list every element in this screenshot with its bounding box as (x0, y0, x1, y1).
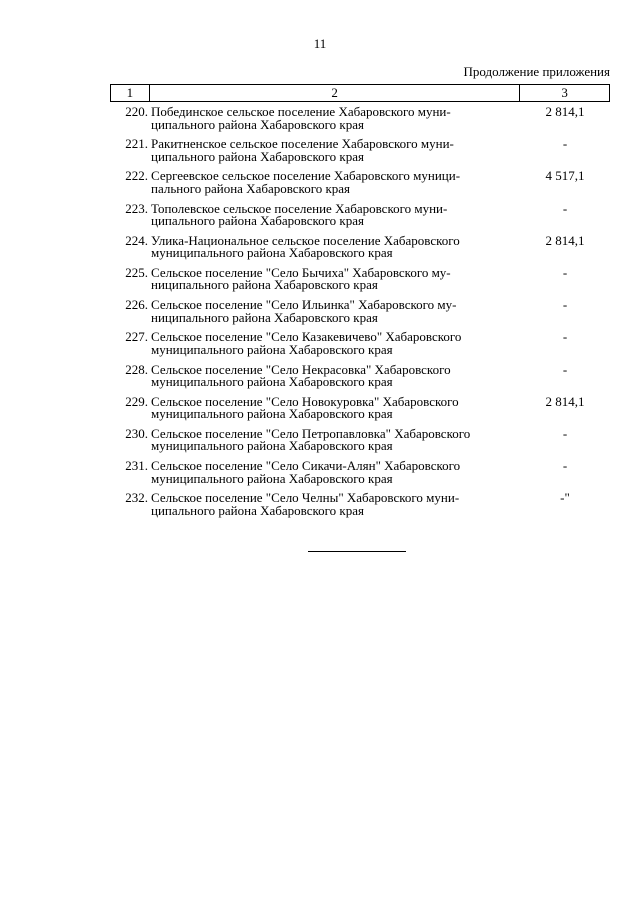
row-value: -" (560, 490, 570, 506)
settlement-name-line: Улика-Национальное сельское поселение Хабаровского (151, 232, 460, 248)
settlement-name-line: Побединское сельское поселение Хабаровского муни- (151, 104, 451, 119)
settlement-name (151, 170, 521, 195)
settlement-name-line: пального района Хабаровского края (151, 180, 351, 196)
settlement-name (151, 460, 521, 485)
row-number: 227. (125, 329, 148, 345)
row-number: 228. (125, 361, 148, 377)
row-number: 226. (125, 297, 148, 313)
row-value: - (562, 264, 568, 280)
settlement-name-line: Сельское поселение "Село Казакевичево" Хабаровского (151, 329, 462, 345)
column-header-table (110, 84, 610, 102)
settlement-name-line: ниципального района Хабаровского края (151, 309, 378, 325)
settlement-name (151, 264, 521, 293)
row-number: 223. (125, 200, 148, 216)
settlement-name (151, 299, 521, 324)
column-header-3: 3 (520, 85, 610, 102)
end-divider (308, 551, 406, 552)
settlement-name (151, 361, 521, 389)
settlement-name-line: ципального района Хабаровского края (151, 148, 364, 164)
settlement-name (151, 393, 521, 422)
row-number: 229. (125, 393, 148, 409)
table-body (110, 106, 610, 524)
table-row (110, 361, 610, 396)
settlement-name-line: муниципального района Хабаровского края (151, 374, 393, 389)
column-header-1: 1 (111, 85, 150, 102)
row-number: 232. (125, 490, 148, 506)
row-number: 220. (125, 104, 148, 119)
settlement-name-line: Сельское поселение "Село Челны" Хабаровского муни- (151, 490, 460, 506)
settlement-name (151, 331, 521, 356)
row-number: 231. (125, 458, 148, 474)
table-row (110, 460, 610, 492)
settlement-name (151, 138, 521, 163)
settlement-name-line: муниципального района Хабаровского края (151, 438, 393, 454)
table-row (110, 232, 610, 267)
settlement-name-line: ципального района Хабаровского края (151, 502, 364, 518)
row-number: 230. (125, 425, 148, 441)
settlement-name-line: Сельское поселение "Село Ильинка" Хабаровского му- (151, 297, 457, 313)
row-value: 2 814,1 (545, 104, 585, 119)
settlement-name (151, 200, 521, 229)
settlement-name (151, 492, 521, 517)
row-value: - (562, 425, 568, 441)
table-row (110, 138, 610, 170)
settlement-name (151, 232, 521, 261)
table-row (110, 106, 610, 138)
settlement-name-line: муниципального района Хабаровского края (151, 341, 393, 357)
settlement-name-line: Сельское поселение "Село Сикачи-Алян" Хабаровского (151, 458, 461, 474)
settlement-name-line: Ракитненское сельское поселение Хабаровского муни- (151, 136, 454, 152)
row-value: 4 517,1 (545, 168, 585, 184)
row-value: - (562, 297, 568, 313)
page-number: 11 (313, 36, 327, 51)
settlement-name-line: муниципального района Хабаровского края (151, 470, 393, 486)
settlement-name-line: ниципального района Хабаровского края (151, 277, 378, 293)
row-value: - (562, 200, 568, 216)
table-row (110, 492, 610, 524)
row-number: 225. (125, 264, 148, 280)
row-value: 2 814,1 (545, 393, 585, 409)
settlement-name-line: ципального района Хабаровского края (151, 116, 364, 132)
settlement-name-line: Тополевское сельское поселение Хабаровского муни- (151, 200, 448, 216)
table-row (110, 393, 610, 428)
row-value: - (562, 361, 568, 377)
continuation-label: Продолжение приложения (463, 64, 610, 79)
row-number: 224. (125, 232, 148, 248)
column-header-row (111, 85, 610, 102)
table-row (110, 299, 610, 331)
settlement-name-line: Сельское поселение "Село Некрасовка" Хабаровского (151, 361, 451, 377)
row-value: - (562, 458, 568, 474)
table-row (110, 425, 610, 460)
row-value: - (562, 136, 568, 152)
settlement-name-line: ципального района Хабаровского края (151, 213, 364, 229)
settlement-name-line: Сельское поселение "Село Новокуровка" Хабаровского (151, 393, 459, 409)
row-number: 221. (125, 136, 148, 152)
column-header-2: 2 (149, 85, 519, 102)
table-row (110, 170, 610, 202)
table-row (110, 331, 610, 363)
settlement-name-line: муниципального района Хабаровского края (151, 245, 393, 261)
settlement-name-line: Сергеевское сельское поселение Хабаровского муници- (151, 168, 461, 184)
settlement-name-line: Сельское поселение "Село Бычиха" Хабаровского му- (151, 264, 451, 280)
settlement-name (151, 106, 521, 131)
row-value: - (562, 329, 568, 345)
table-row (110, 200, 610, 235)
settlement-name-line: муниципального района Хабаровского края (151, 406, 393, 422)
row-value: 2 814,1 (545, 232, 585, 248)
row-number: 222. (125, 168, 148, 184)
settlement-name-line: Сельское поселение "Село Петропавловка" Хабаровского (151, 425, 471, 441)
table-row (110, 264, 610, 299)
settlement-name (151, 425, 521, 454)
